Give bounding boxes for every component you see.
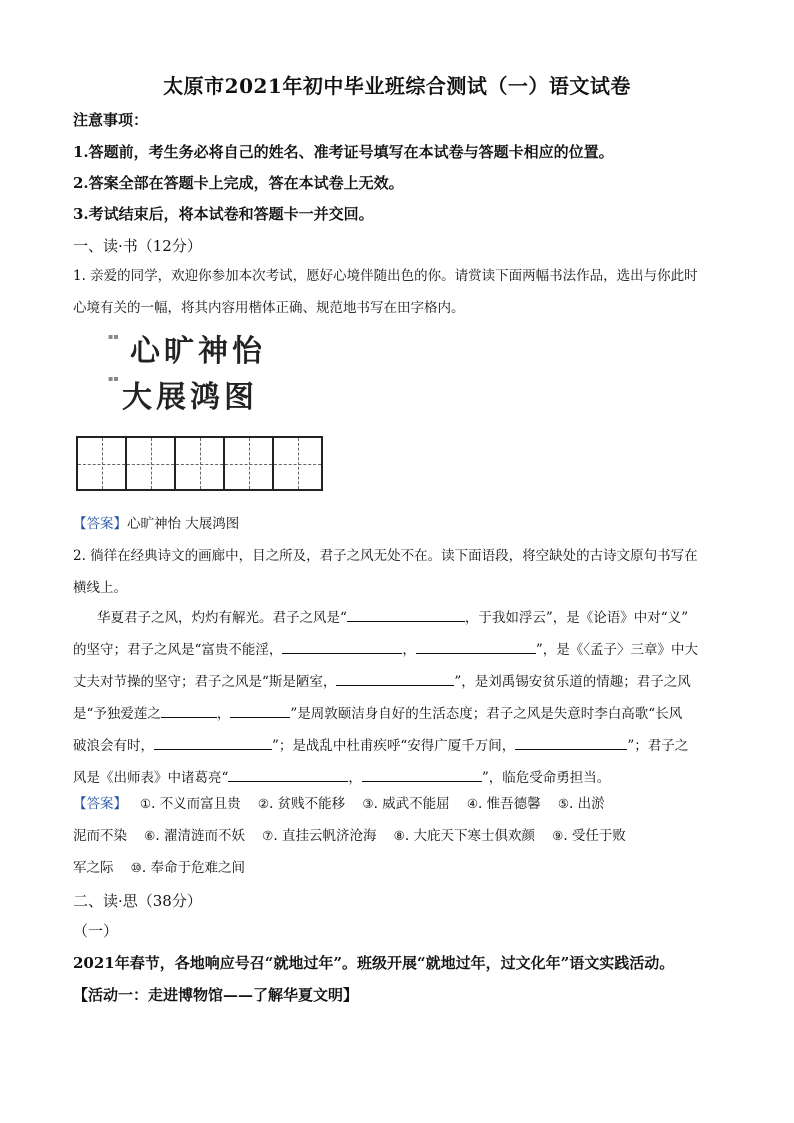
notice-heading: 注意事项：	[73, 111, 149, 129]
answer-number: ⑦	[262, 828, 274, 843]
section-2-heading: 二、读·思（38分）	[73, 892, 202, 910]
passage-text: ，于我如浮云”，是《论语》中对“义”	[464, 610, 689, 626]
answer-item: 威武不能屈	[382, 796, 450, 812]
passage-text: ”；是战乱中杜甫疾呼“安得广厦千万间，	[272, 738, 516, 754]
blank-2[interactable]	[282, 640, 402, 654]
passage-text: ，	[402, 642, 416, 658]
answer-item: 奉命于危难之间	[150, 860, 245, 876]
grid-cell[interactable]	[125, 436, 176, 491]
question-2-line-1: 2. 徜徉在经典诗文的画廊中，目之所及，君子之风无处不在。读下面语段，将空缺处的古诗文原句书写在	[73, 548, 698, 564]
answer-item: 出淤	[577, 796, 605, 812]
answer-number: ③	[362, 796, 374, 811]
answer-number: ⑧	[393, 828, 405, 843]
question-1-line-1: 1. 亲爱的同学，欢迎你参加本次考试，愿好心境伴随出色的你。请赏读下面两幅书法作品，选出与你此时	[73, 268, 698, 284]
passage-text: ”是周敦颐洁身自好的生活态度；君子之风是失意时李白高歌“长风	[290, 706, 683, 722]
answer-number: ①	[139, 796, 152, 811]
grid-cell[interactable]	[174, 436, 225, 491]
section-2-intro: 2021年春节，各地响应号召“就地过年”。班级开展“就地过年，过文化年”语文实践活动。	[73, 954, 675, 972]
passage-text: ”；君子之	[627, 738, 689, 754]
question-2-passage	[73, 602, 724, 794]
answer-number: ⑩	[130, 860, 142, 875]
passage-text: 的坚守；君子之风是“富贵不能淫，	[73, 642, 283, 658]
page-title: 太原市2021年初中毕业班综合测试（一）语文试卷	[163, 74, 631, 98]
answer-item: 军之际	[73, 860, 114, 876]
answer-number: ④	[466, 796, 479, 811]
answer-item: 贫贱不能移	[277, 796, 346, 812]
answer-1-label: 【答案】	[73, 516, 127, 532]
passage-text: ”，是刘禹锡安贫乐道的情趣；君子之风	[454, 674, 691, 690]
seal-mark-2: ▪▪	[108, 374, 119, 383]
passage-text: 华夏君子之风，灼灼有解光。君子之风是“	[97, 610, 347, 626]
section-2-subheading: （一）	[73, 922, 119, 940]
blank-4[interactable]	[336, 672, 454, 686]
passage-text: 丈夫对节操的坚守；君子之风是“斯是陋室，	[73, 674, 337, 690]
notice-item-2: 2.答案全部在答题卡上完成，答在本试卷上无效。	[73, 174, 404, 192]
answer-number: ⑤	[557, 796, 570, 811]
answer-item: 大庇天下寒士俱欢颜	[413, 828, 535, 844]
passage-text: 是“予独爱莲之	[73, 706, 161, 722]
seal-mark-1: ▪▪	[108, 332, 119, 341]
passage-text: 破浪会有时，	[73, 738, 154, 754]
passage-text: 风是《出师表》中诸葛亮“	[73, 770, 229, 786]
blank-8[interactable]	[515, 736, 627, 750]
answer-1	[73, 508, 724, 540]
grid-cell[interactable]	[76, 436, 127, 491]
answer-2-label: 【答案】	[73, 796, 127, 812]
blank-6[interactable]	[230, 704, 290, 718]
question-1	[73, 260, 724, 324]
calligraphy-row-1: 心旷神怡	[130, 334, 266, 369]
answer-item: 惟吾德馨	[486, 796, 541, 812]
answer-number: ②	[257, 796, 270, 811]
blank-9[interactable]	[228, 768, 348, 782]
section-1-heading: 一、读·书（12分）	[73, 237, 202, 255]
grid-cell[interactable]	[223, 436, 274, 491]
answer-number: ⑨	[552, 828, 564, 843]
answer-1-text: 心旷神怡 大展鸿图	[127, 516, 240, 532]
answer-item: 不义而富且贵	[159, 796, 241, 812]
blank-1[interactable]	[347, 608, 465, 622]
notice-item-3: 3.考试结束后，将本试卷和答题卡一并交回。	[73, 205, 374, 223]
passage-text: ”，是《〈孟子〉三章》中大	[535, 642, 699, 658]
answer-item: 泥而不染	[73, 828, 127, 844]
answer-item: 濯清涟而不妖	[163, 828, 245, 844]
passage-text: ，	[348, 770, 362, 786]
blank-5[interactable]	[161, 704, 217, 718]
calligraphy-image	[100, 326, 266, 415]
calligraphy-row-2: 大展鸿图	[122, 380, 258, 415]
passage-text: ，	[216, 706, 231, 722]
passage-text: ”，临危受命勇担当。	[481, 770, 611, 786]
answer-item: 受任于败	[571, 828, 626, 844]
answer-item: 直挂云帆济沧海	[281, 828, 377, 844]
blank-10[interactable]	[362, 768, 482, 782]
grid-cell[interactable]	[272, 436, 323, 491]
activity-1-heading: 【活动一：走进博物馆——了解华夏文明】	[73, 986, 359, 1004]
question-2	[73, 540, 724, 604]
answer-2: 【答案】 ①. 不义而富且贵 ②. 贫贱不能移 ③. 威武不能屈 ④. 惟吾德馨 ⑤. 出淤 泥而不染 ⑥. 濯清涟而不妖 ⑦. 直挂云帆济沧海 ⑧. 大庇天下寒士俱欢颜 ⑨. 受任于败 军之际 ⑩. 奉命于危难之间	[73, 796, 626, 876]
blank-7[interactable]	[154, 736, 272, 750]
question-1-line-2: 心境有关的一幅，将其内容用楷体正确、规范地书写在田字格内。	[73, 300, 465, 316]
blank-3[interactable]	[416, 640, 536, 654]
answer-number: ⑥	[144, 828, 156, 843]
question-2-line-2: 横线上。	[73, 580, 127, 596]
notice-item-1: 1.答题前，考生务必将自己的姓名、准考证号填写在本试卷与答题卡相应的位置。	[73, 143, 614, 161]
